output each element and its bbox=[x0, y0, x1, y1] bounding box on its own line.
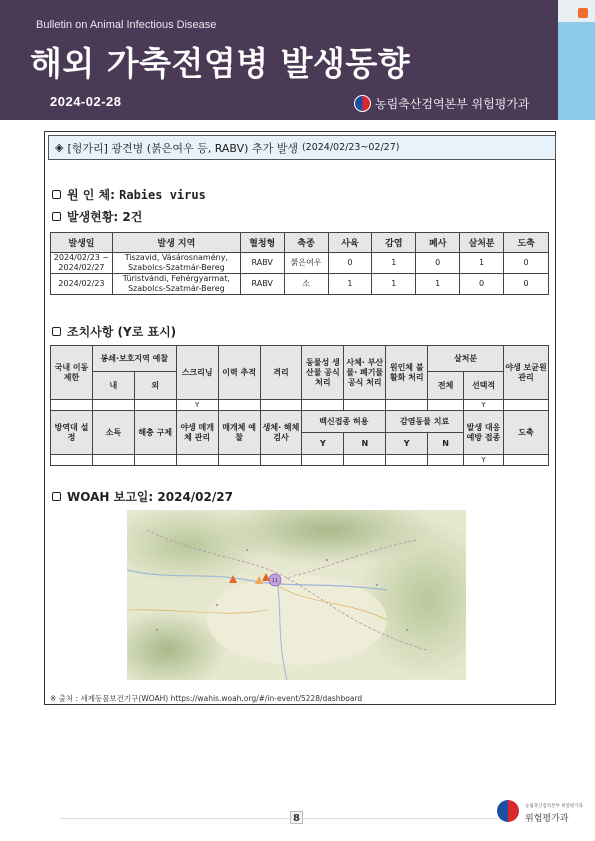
header-org bbox=[354, 93, 530, 113]
col-stamping-all: 전체 bbox=[428, 372, 464, 400]
col-quarantine: 격리 bbox=[260, 346, 302, 400]
col-zone: 봉쇄·보호지역 예찰 bbox=[92, 346, 176, 372]
col-pest: 해충 구제 bbox=[134, 411, 176, 455]
col-disinfection: 소독 bbox=[92, 411, 134, 455]
col-carcass: 사체· 부산물· 폐기물 공식 처리 bbox=[344, 346, 386, 400]
page-title: 해외 가축전염병 발생동향 bbox=[30, 44, 411, 83]
column-header: 사육 bbox=[328, 233, 372, 253]
table-header-row bbox=[51, 233, 549, 253]
col-agent: 원인체 불활화 처리 bbox=[386, 346, 428, 400]
cell-serotype: RABV bbox=[240, 274, 284, 295]
corner-mark bbox=[578, 8, 588, 18]
col-wildlife: 야생 보균원 관리 bbox=[503, 346, 548, 400]
section-title bbox=[48, 135, 556, 160]
col-vaccine-n: N bbox=[344, 433, 386, 455]
measures-title: 조치사항 (Y로 표시) bbox=[67, 325, 177, 339]
page-number: 8 bbox=[290, 811, 303, 824]
footer-org-small: 농림축산검역본부 위험평가과 bbox=[525, 804, 583, 809]
column-header: 혈청형 bbox=[240, 233, 284, 253]
woah-line bbox=[52, 488, 233, 505]
value-cell bbox=[260, 400, 302, 411]
header-subtitle: Bulletin on Animal Infectious Disease bbox=[36, 19, 217, 31]
table-row bbox=[51, 253, 549, 274]
value-cell bbox=[218, 400, 260, 411]
column-header: 발생 지역 bbox=[112, 233, 240, 253]
section-title-text: [헝가리] 광견병 (붉은여우 등, RABV) 추가 발생 bbox=[67, 141, 298, 155]
col-zoning: 방역대 설정 bbox=[51, 411, 93, 455]
value-cell: Y bbox=[464, 455, 504, 466]
outbreak-marker-icon bbox=[229, 575, 237, 583]
value-cell bbox=[92, 400, 134, 411]
checkbox-bullet-icon bbox=[52, 212, 61, 221]
woah-label: WOAH 보고일: bbox=[67, 490, 154, 504]
cell-region: Túristvándi, Fehérgyarmat, Szabolcs-Szatmár-Bereg bbox=[112, 274, 240, 295]
cause-label: 원 인 체: bbox=[67, 188, 115, 202]
checkbox-bullet-icon bbox=[52, 190, 61, 199]
outbreak-map bbox=[127, 510, 466, 680]
col-vector: 매개체 예찰 bbox=[218, 411, 260, 455]
value-cell bbox=[302, 455, 344, 466]
value-cell bbox=[428, 455, 464, 466]
table-row bbox=[51, 274, 549, 295]
cell-date: 2024/02/23 ~ 2024/02/27 bbox=[51, 253, 113, 274]
col-products: 동물성 생산물 공식 처리 bbox=[302, 346, 344, 400]
cause-line bbox=[52, 186, 206, 203]
col-vaccine-y: Y bbox=[302, 433, 344, 455]
value-cell bbox=[92, 455, 134, 466]
status-line bbox=[52, 208, 142, 225]
col-treatment-n: N bbox=[428, 433, 464, 455]
value-cell bbox=[344, 455, 386, 466]
col-inspection: 생체· 해체 검사 bbox=[260, 411, 302, 455]
status-label: 발생현황: bbox=[67, 210, 119, 224]
column-header: 발생일 bbox=[51, 233, 113, 253]
col-treatment-y: Y bbox=[386, 433, 428, 455]
cell-date: 2024/02/23 bbox=[51, 274, 113, 295]
occurrence-table bbox=[50, 232, 549, 295]
section-period: (2024/02/23~02/27) bbox=[301, 142, 400, 153]
value-cell: Y bbox=[464, 400, 504, 411]
side-corner bbox=[558, 0, 595, 22]
measures-header-row-1 bbox=[51, 346, 549, 372]
cell-culled: 0 bbox=[460, 274, 504, 295]
cell-dead: 1 bbox=[416, 274, 460, 295]
value-cell bbox=[386, 455, 428, 466]
cluster-label: 11 bbox=[271, 578, 279, 584]
taegeuk-emblem-icon bbox=[354, 95, 371, 112]
cause-value: Rabies virus bbox=[119, 187, 206, 202]
cell-kept: 0 bbox=[328, 253, 372, 274]
measures-value-row-1 bbox=[51, 400, 549, 411]
col-prevent: 발생 대응 예방 접종 bbox=[464, 411, 504, 455]
status-value: 2건 bbox=[122, 210, 143, 224]
column-header: 폐사 bbox=[416, 233, 460, 253]
cell-slaughtered: 0 bbox=[504, 253, 549, 274]
cell-slaughtered: 0 bbox=[504, 274, 549, 295]
header-org-name: 농림축산검역본부 위험평가과 bbox=[375, 96, 530, 111]
col-stamping-sel: 선택적 bbox=[464, 372, 504, 400]
measures-header-row-2 bbox=[51, 411, 549, 433]
value-cell bbox=[386, 400, 428, 411]
col-slaughter: 도축 bbox=[503, 411, 548, 455]
value-cell bbox=[218, 455, 260, 466]
outbreak-marker-icon bbox=[255, 576, 263, 584]
checkbox-bullet-icon bbox=[52, 492, 61, 501]
value-cell bbox=[51, 455, 93, 466]
value-cell bbox=[302, 400, 344, 411]
column-header: 감염 bbox=[372, 233, 416, 253]
cell-species: 소 bbox=[284, 274, 328, 295]
col-zone-out: 외 bbox=[134, 372, 176, 400]
value-cell bbox=[503, 400, 548, 411]
col-movement: 국내 이동 제한 bbox=[51, 346, 93, 400]
cell-infected: 1 bbox=[372, 253, 416, 274]
terrain-map-image bbox=[127, 510, 466, 680]
footer-org: 위험평가과 bbox=[525, 814, 569, 824]
cell-dead: 0 bbox=[416, 253, 460, 274]
checkbox-bullet-icon bbox=[52, 327, 61, 336]
footer-line bbox=[60, 818, 500, 819]
cell-culled: 1 bbox=[460, 253, 504, 274]
value-cell bbox=[260, 455, 302, 466]
col-zone-in: 내 bbox=[92, 372, 134, 400]
value-cell bbox=[428, 400, 464, 411]
cell-species: 붉은여우 bbox=[284, 253, 328, 274]
value-cell: Y bbox=[176, 400, 218, 411]
diamond-bullet-icon: ◈ bbox=[55, 141, 64, 154]
source-note: ※ 출처 : 세계동물보건기구(WOAH) https://wahis.woah.org/#/in-event/5228/dashboard bbox=[50, 694, 363, 703]
cell-infected: 1 bbox=[372, 274, 416, 295]
col-treatment: 감염동물 치료 bbox=[386, 411, 464, 433]
measures-value-row-2 bbox=[51, 455, 549, 466]
column-header: 도축 bbox=[504, 233, 549, 253]
value-cell bbox=[176, 455, 218, 466]
publish-date: 2024-02-28 bbox=[50, 94, 122, 109]
col-screening: 스크리닝 bbox=[176, 346, 218, 400]
value-cell bbox=[134, 455, 176, 466]
outbreak-marker-icon bbox=[262, 573, 270, 581]
column-header: 살처분 bbox=[460, 233, 504, 253]
cell-serotype: RABV bbox=[240, 253, 284, 274]
col-wild-mgmt: 야생 매개체 관리 bbox=[176, 411, 218, 455]
cell-region: Tiszavid, Vásárosnamény, Szabolcs-Szatmár-Bereg bbox=[112, 253, 240, 274]
value-cell bbox=[503, 455, 548, 466]
col-vaccine: 백신접종 허용 bbox=[302, 411, 386, 433]
woah-date: 2024/02/27 bbox=[157, 489, 233, 504]
value-cell bbox=[134, 400, 176, 411]
measures-line bbox=[52, 323, 176, 340]
measures-table bbox=[50, 345, 549, 466]
column-header: 축종 bbox=[284, 233, 328, 253]
col-stamping: 살처분 bbox=[428, 346, 504, 372]
value-cell bbox=[344, 400, 386, 411]
footer-emblem-icon bbox=[497, 800, 519, 822]
col-tracing: 이력 추적 bbox=[218, 346, 260, 400]
cell-kept: 1 bbox=[328, 274, 372, 295]
value-cell bbox=[51, 400, 93, 411]
